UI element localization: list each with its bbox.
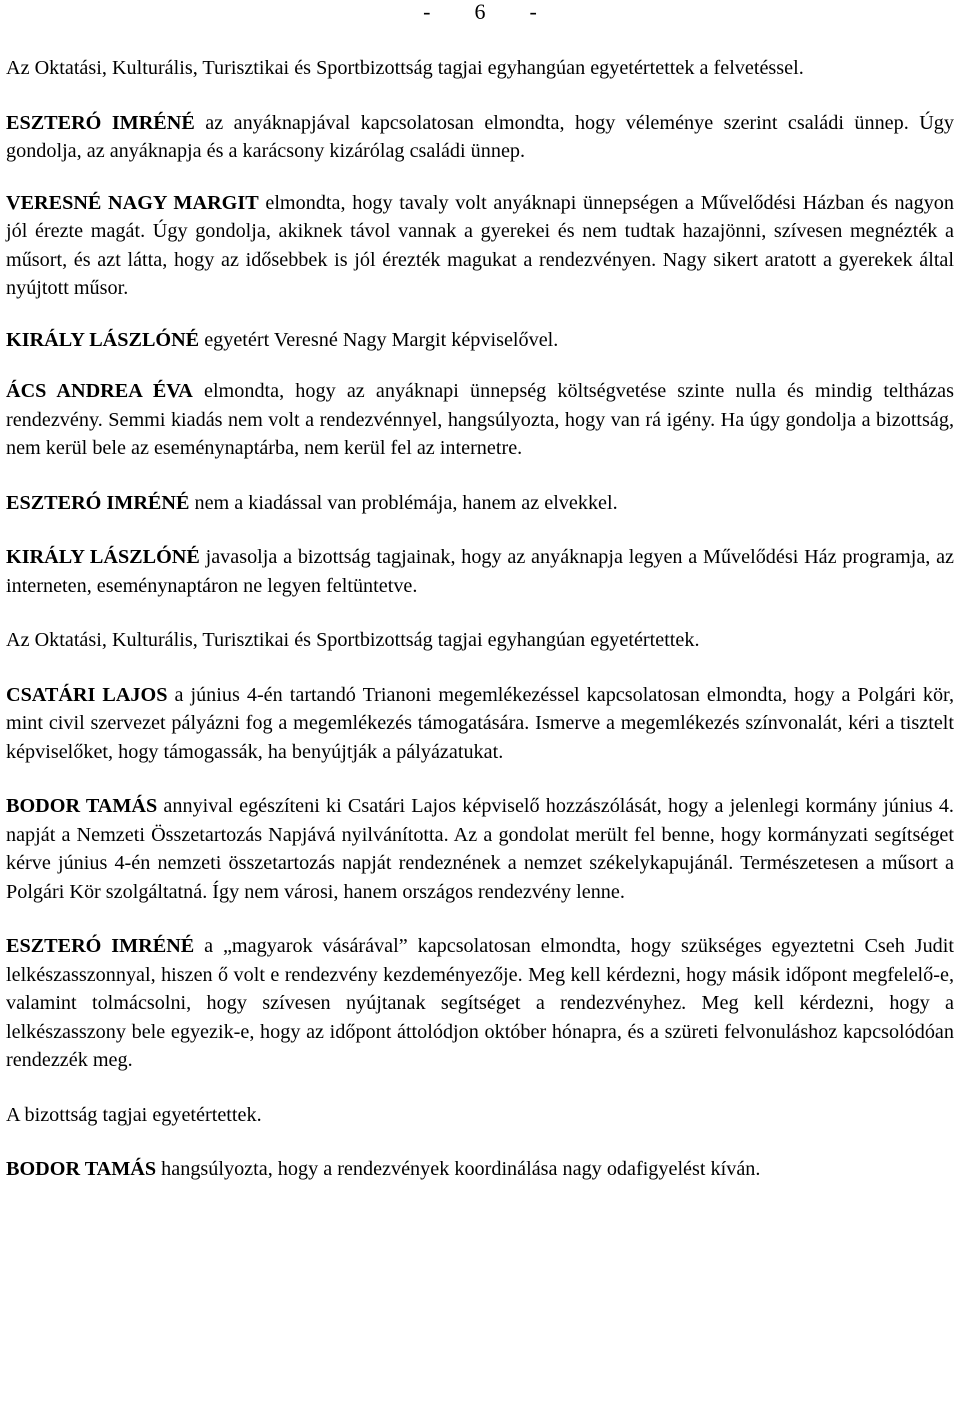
paragraph-text: egyetért Veresné Nagy Margit képviselővel.	[199, 328, 559, 351]
speaker-name: ESZTERÓ IMRÉNÉ	[6, 491, 190, 514]
paragraph-eszter-imrene-1	[6, 109, 954, 166]
paragraph-acs-andrea-eva	[6, 377, 954, 463]
paragraph-text: annyival egészíteni ki Csatári Lajos képviselő hozzászólását, hogy a jelenlegi kormány június 4. napját a Nemzeti Összetartozás Napjává nyilvánította. Az a gondolat merült fel benne, hogy kormányzati segítséget kérve június 4-én nemzeti összetartozás napját rendeznének a nemzet székelykapujánál. Természetesen a műsort a Polgári Kör szolgáltatná. Így nem városi, hanem országos rendezvény lenne.	[6, 795, 954, 903]
speaker-name: ESZTERÓ IMRÉNÉ	[6, 111, 195, 134]
paragraph-eszter-imrene-2	[6, 489, 954, 518]
speaker-name: BODOR TAMÁS	[6, 795, 158, 817]
paragraph-committee-agreement-2	[6, 626, 954, 655]
document-body	[6, 54, 954, 1210]
paragraph-eszter-imrene-3	[6, 932, 954, 1075]
paragraph-text: az anyáknapjával kapcsolatosan elmondta, hogy véleménye szerint családi ünnep. Úgy gondolja, az anyáknapja és a karácsony kizárólag családi ünnep.	[6, 111, 954, 162]
paragraph-kiraly-laszlone-1	[6, 326, 954, 355]
speaker-name: CSATÁRI LAJOS	[6, 683, 168, 706]
page-number: - 6 -	[423, 0, 537, 24]
speaker-name: BODOR TAMÁS	[6, 1158, 157, 1180]
paragraph-text: hangsúlyozta, hogy a rendezvények koordinálása nagy odafigyelést kíván.	[156, 1158, 761, 1180]
speaker-name: KIRÁLY LÁSZLÓNÉ	[6, 328, 200, 351]
paragraph-text: a „magyarok vásárával” kapcsolatosan elmondta, hogy szükséges egyeztetni Cseh Judit lelkészasszonnyal, hiszen ő volt e rendezvény kezdeményezője. Meg kell kérdezni, hogy másik időpont megfelelő-e, valamint tolmácsolni, hogy szívesen nyújtanak segítséget a rendezvényhez. Meg kell kérdezni, hogy a lelkészasszony bele egyezik-e, hogy az időpont áttolódjon október hónapra, és a szüreti felvonuláshoz kapcsolódóan rendezzék meg.	[6, 935, 954, 1071]
speaker-name: KIRÁLY LÁSZLÓNÉ	[6, 546, 200, 568]
paragraph-veresne-nagy-margit	[6, 189, 954, 303]
paragraph-text: A bizottság tagjai egyetértettek.	[6, 1103, 262, 1126]
paragraph-committee-agreement-3	[6, 1101, 954, 1130]
paragraph-csatari-lajos	[6, 681, 954, 767]
paragraph-text: Az Oktatási, Kulturális, Turisztikai és Sportbizottság tagjai egyhangúan egyetértettek a felvetéssel.	[6, 57, 804, 79]
speaker-name: ÁCS ANDREA ÉVA	[6, 380, 193, 402]
speaker-name: VERESNÉ NAGY MARGIT	[6, 191, 259, 214]
paragraph-kiraly-laszlone-2	[6, 543, 954, 600]
paragraph-text: nem a kiadással van problémája, hanem az elvekkel.	[189, 491, 618, 514]
paragraph-bodor-tamas-2	[6, 1155, 954, 1184]
paragraph-text: javasolja a bizottság tagjainak, hogy az anyáknapja legyen a Művelődési Ház programja, az interneten, eseménynaptáron ne legyen feltüntetve.	[6, 546, 954, 597]
paragraph-text: elmondta, hogy tavaly volt anyáknapi ünnepségen a Művelődési Házban és nagyon jól érezte magát. Úgy gondolja, akiknek távol vannak a gyerekei és nem tudtak hazajönni, szívesen megnézték a műsort, és azt látta, hogy az idősebbek is jól érezték magukat a rendezvényen. Nagy sikert aratott a gyerekek által nyújtott műsor.	[6, 191, 954, 299]
speaker-name: ESZTERÓ IMRÉNÉ	[6, 935, 195, 957]
paragraph-text: elmondta, hogy az anyáknapi ünnepség költségvetése szinte nulla és mindig teltházas rendezvény. Semmi kiadás nem volt a rendezvénnyel, hangsúlyozta, hogy van rá igény. Ha úgy gondolja a bizottság, nem kerül bele az eseménynaptárba, nem kerül fel az internetre.	[6, 380, 954, 459]
paragraph-text: a június 4-én tartandó Trianoni megemlékezéssel kapcsolatosan elmondta, hogy a Polgári kör, mint civil szervezet pályázni fog a megemlékezés támogatására. Ismerve a megemlékezés színvonalát, kéri a tisztelt képviselőket, hogy támogassák, ha benyújtják a pályázatukat.	[6, 683, 955, 763]
paragraph-bodor-tamas-1	[6, 792, 954, 906]
paragraph-committee-agreement-1	[6, 54, 954, 83]
paragraph-text: Az Oktatási, Kulturális, Turisztikai és Sportbizottság tagjai egyhangúan egyetértettek.	[6, 629, 700, 651]
